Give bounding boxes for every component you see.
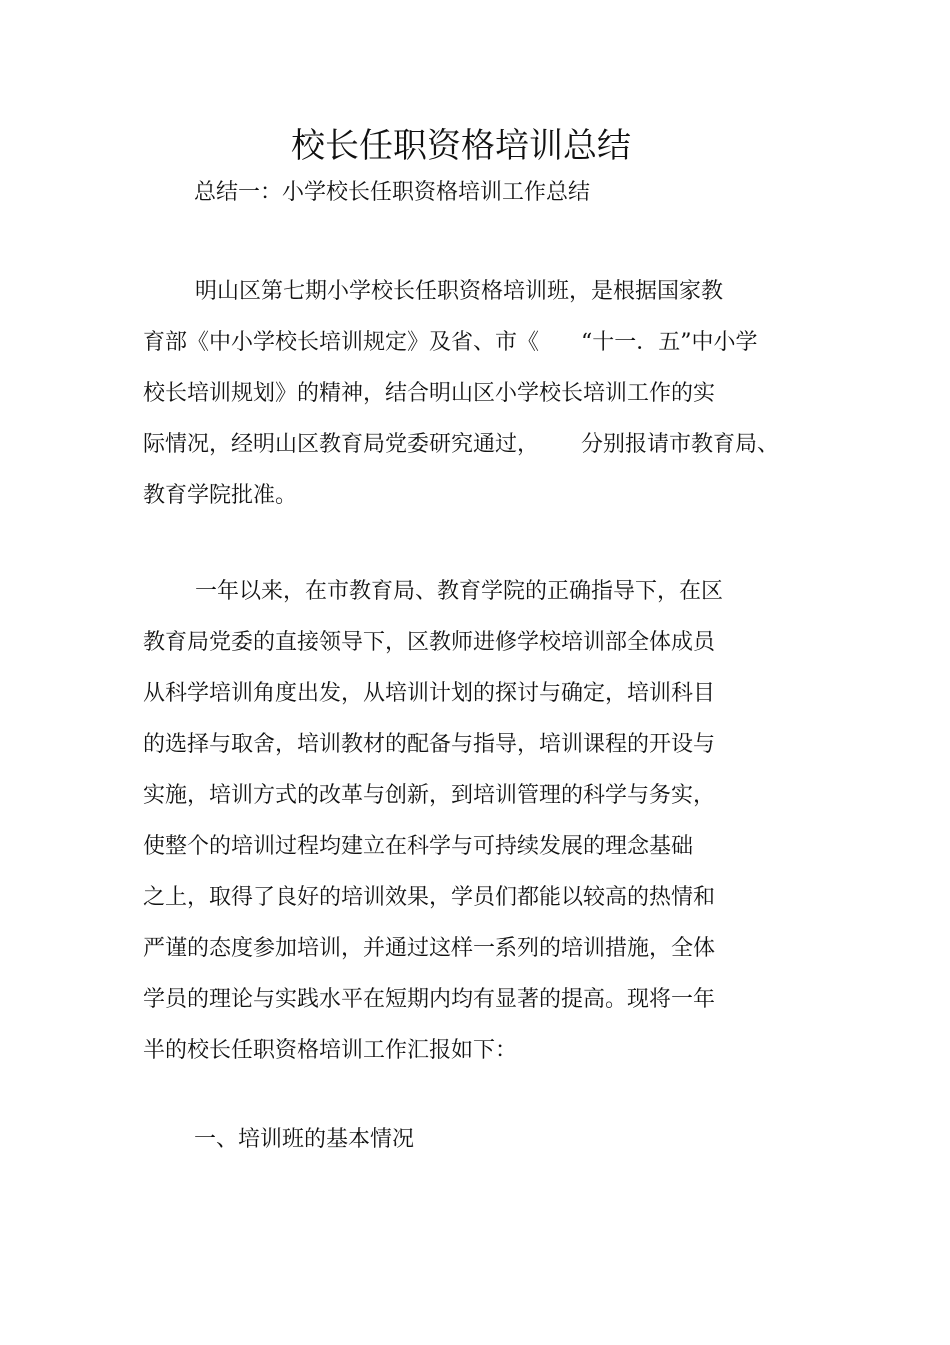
paragraph-line: 半的校长任职资格培训工作汇报如下： [143, 1038, 518, 1063]
paragraph-line: 一年以来，在市教育局、教育学院的正确指导下，在区 [195, 579, 724, 604]
document-subtitle: 总结一：小学校长任职资格培训工作总结 [194, 180, 591, 205]
paragraph-line: 明山区第七期小学校长任职资格培训班，是根据国家教 [195, 279, 724, 304]
paragraph-line: 育部《中小学校长培训规定》及省、市《 “十一．五”中小学 [143, 330, 758, 355]
document-title: 校长任职资格培训总结 [291, 126, 631, 166]
paragraph-2 [143, 566, 803, 1076]
paragraph-1 [143, 266, 803, 521]
paragraph-line: 实施，培训方式的改革与创新，到培训管理的科学与务实， [143, 783, 716, 808]
section-heading: 一、培训班的基本情况 [194, 1127, 415, 1152]
paragraph-line: 的选择与取舍，培训教材的配备与指导，培训课程的开设与 [143, 732, 716, 757]
paragraph-line: 教育局党委的直接领导下，区教师进修学校培训部全体成员 [143, 630, 716, 655]
paragraph-line: 使整个的培训过程均建立在科学与可持续发展的理念基础 [143, 834, 694, 859]
paragraph-line: 际情况，经明山区教育局党委研究通过， 分别报请市教育局、 [143, 432, 779, 457]
paragraph-line: 严谨的态度参加培训，并通过这样一系列的培训措施，全体 [143, 936, 716, 961]
paragraph-line: 之上，取得了良好的培训效果，学员们都能以较高的热情和 [143, 885, 716, 910]
paragraph-line: 教育学院批准。 [143, 483, 298, 508]
paragraph-line: 校长培训规划》的精神，结合明山区小学校长培训工作的实 [143, 381, 716, 406]
paragraph-line: 学员的理论与实践水平在短期内均有显著的提高。现将一年 [143, 987, 716, 1012]
paragraph-line: 从科学培训角度出发，从培训计划的探讨与确定，培训科目 [143, 681, 716, 706]
